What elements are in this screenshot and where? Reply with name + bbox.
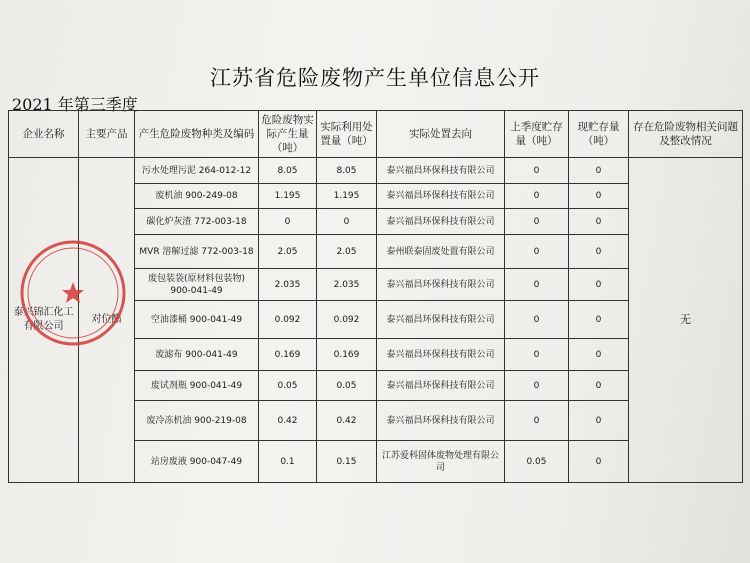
prev-storage-cell: 0: [505, 371, 569, 401]
produced-cell: 0.169: [259, 339, 317, 371]
produced-cell: 2.035: [259, 269, 317, 301]
prev-storage-cell: 0: [505, 235, 569, 269]
produced-cell: 2.05: [259, 235, 317, 269]
current-storage-cell: 0: [569, 235, 629, 269]
waste-type-cell: 废包装袋(原材料包装物) 900-041-49: [135, 269, 259, 301]
header-disposed: 实际利用处置量（吨）: [317, 111, 377, 158]
main-product-cell: 对位酯: [79, 158, 135, 483]
header-waste-type: 产生危险废物种类及编码: [135, 111, 259, 158]
waste-type-cell: 废滤布 900-041-49: [135, 339, 259, 371]
disposed-cell: 2.05: [317, 235, 377, 269]
prev-storage-cell: 0: [505, 401, 569, 441]
disposed-cell: 1.195: [317, 184, 377, 209]
disposed-cell: 8.05: [317, 158, 377, 184]
current-storage-cell: 0: [569, 209, 629, 235]
waste-type-cell: 空油漆桶 900-041-49: [135, 301, 259, 339]
header-issues: 存在危险废物相关问题及整改情况: [629, 111, 743, 158]
current-storage-cell: 0: [569, 301, 629, 339]
header-row: [9, 111, 743, 158]
header-current-storage: 现贮存量（吨）: [569, 111, 629, 158]
prev-storage-cell: 0.05: [505, 441, 569, 483]
reporting-period: 2021 年第三季度: [12, 95, 138, 114]
waste-type-cell: 站房废液 900-047-49: [135, 441, 259, 483]
current-storage-cell: 0: [569, 158, 629, 184]
produced-cell: 8.05: [259, 158, 317, 184]
produced-cell: 1.195: [259, 184, 317, 209]
produced-cell: 0.092: [259, 301, 317, 339]
prev-storage-cell: 0: [505, 158, 569, 184]
destination-cell: 泰兴福昌环保科技有限公司: [377, 184, 505, 209]
disposed-cell: 0: [317, 209, 377, 235]
disposed-cell: 2.035: [317, 269, 377, 301]
destination-cell: 泰兴福昌环保科技有限公司: [377, 158, 505, 184]
current-storage-cell: 0: [569, 184, 629, 209]
disposed-cell: 0.169: [317, 339, 377, 371]
prev-storage-cell: 0: [505, 301, 569, 339]
destination-cell: 泰兴福昌环保科技有限公司: [377, 401, 505, 441]
waste-type-cell: 废机油 900-249-08: [135, 184, 259, 209]
produced-cell: 0.42: [259, 401, 317, 441]
produced-cell: 0.1: [259, 441, 317, 483]
header-destination: 实际处置去向: [377, 111, 505, 158]
destination-cell: 泰兴福昌环保科技有限公司: [377, 339, 505, 371]
destination-cell: 泰兴福昌环保科技有限公司: [377, 269, 505, 301]
waste-type-cell: 废冷冻机油 900-219-08: [135, 401, 259, 441]
prev-storage-cell: 0: [505, 269, 569, 301]
disposed-cell: 0.092: [317, 301, 377, 339]
waste-type-cell: 污水处理污泥 264-012-12: [135, 158, 259, 184]
current-storage-cell: 0: [569, 339, 629, 371]
destination-cell: 泰兴福昌环保科技有限公司: [377, 301, 505, 339]
issues-cell: 无: [629, 158, 743, 483]
current-storage-cell: 0: [569, 441, 629, 483]
header-produced: 危险废物实际产生量（吨）: [259, 111, 317, 158]
document-title: 江苏省危险废物产生单位信息公开: [210, 66, 540, 90]
waste-type-cell: 废试剂瓶 900-041-49: [135, 371, 259, 401]
produced-cell: 0: [259, 209, 317, 235]
waste-type-cell: 碳化炉灰渣 772-003-18: [135, 209, 259, 235]
header-product: 主要产品: [79, 111, 135, 158]
prev-storage-cell: 0: [505, 339, 569, 371]
disposed-cell: 0.05: [317, 371, 377, 401]
disposed-cell: 0.15: [317, 441, 377, 483]
disposed-cell: 0.42: [317, 401, 377, 441]
destination-cell: 泰兴福昌环保科技有限公司: [377, 209, 505, 235]
current-storage-cell: 0: [569, 269, 629, 301]
waste-type-cell: MVR 溶解过滤 772-003-18: [135, 235, 259, 269]
company-name-cell: 泰兴锦汇化工有限公司: [9, 158, 79, 483]
prev-storage-cell: 0: [505, 209, 569, 235]
destination-cell: 江苏爱科固体废物处理有限公司: [377, 441, 505, 483]
header-company: 企业名称: [9, 111, 79, 158]
prev-storage-cell: 0: [505, 184, 569, 209]
produced-cell: 0.05: [259, 371, 317, 401]
waste-info-table: [8, 110, 743, 483]
destination-cell: 泰兴福昌环保科技有限公司: [377, 371, 505, 401]
table-row: [9, 158, 743, 184]
current-storage-cell: 0: [569, 401, 629, 441]
header-prev-storage: 上季度贮存量（吨）: [505, 111, 569, 158]
destination-cell: 泰州联泰固废处置有限公司: [377, 235, 505, 269]
current-storage-cell: 0: [569, 371, 629, 401]
